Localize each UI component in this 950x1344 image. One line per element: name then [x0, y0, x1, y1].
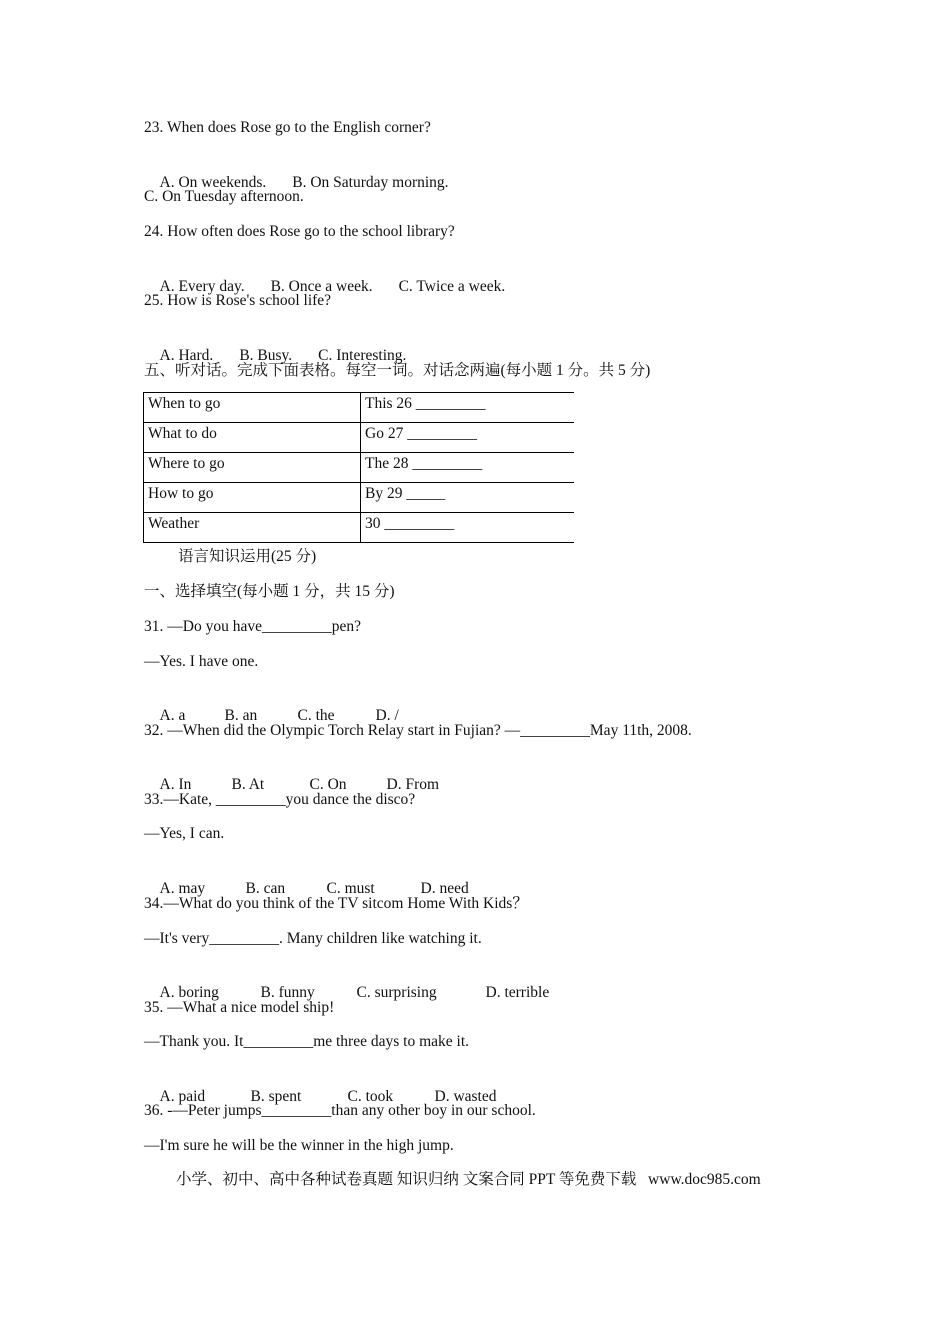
q35-option-a: A. paid [159, 1088, 206, 1105]
q25-option-b: B. Busy. [239, 347, 293, 364]
q33-option-a: A. may [159, 880, 206, 897]
q33-option-d: D. need [420, 880, 469, 897]
table-value: This 26 _________ [361, 393, 575, 423]
q25-option-c: C. Interesting. [318, 347, 407, 364]
q23-option-a: A. On weekends. [159, 174, 267, 191]
q31-option-d: D. / [375, 707, 399, 724]
table-value: Go 27 _________ [361, 423, 575, 453]
q36-reply: —I'm sure he will be the winner in the high jump. [144, 1137, 454, 1154]
q35-option-c: C. took [347, 1088, 394, 1105]
q33-option-b: B. can [245, 880, 286, 897]
q31-option-a: A. a [159, 707, 186, 724]
q32-option-d: D. From [386, 776, 440, 793]
q33-option-c: C. must [326, 880, 375, 897]
q35-reply: —Thank you. It_________me three days to make it. [144, 1033, 470, 1050]
q31-option-c: C. the [297, 707, 335, 724]
q25-option-a: A. Hard. [159, 347, 214, 364]
q35-option-b: B. spent [250, 1088, 302, 1105]
q34-reply: —It's very_________. Many children like watching it. [144, 930, 482, 947]
q32-option-a: A. In [159, 776, 192, 793]
table-label: Where to go [144, 453, 361, 483]
q36-stem: 36. -—Peter jumps_________than any other boy in our school. [144, 1102, 536, 1119]
q33-reply: —Yes, I can. [144, 825, 225, 842]
table-label: How to go [144, 483, 361, 513]
q35-option-d: D. wasted [434, 1088, 497, 1105]
q24-option-c: C. Twice a week. [398, 278, 506, 295]
part-title: 语言知识运用(25 分) [178, 548, 317, 565]
q34-stem: 34.—What do you think of the TV sitcom Home With Kids？ [144, 895, 528, 912]
table-label: What to do [144, 423, 361, 453]
q34-option-c: C. surprising [356, 984, 437, 1001]
table-value: The 28 _________ [361, 453, 575, 483]
q23-option-c: C. On Tuesday afternoon. [144, 188, 304, 205]
q25-stem: 25. How is Rose's school life? [144, 292, 332, 309]
q34-option-a: A. boring [159, 984, 219, 1001]
q23-stem: 23. When does Rose go to the English corner? [144, 119, 431, 136]
footer-ad: 小学、初中、高中各种试卷真题 知识归纳 文案合同 PPT 等免费下载 www.doc985.com [176, 1171, 761, 1188]
section5-title: 五、听对话。完成下面表格。每空一词。对话念两遍(每小题 1 分。共 5 分) [144, 362, 651, 379]
q35-stem: 35. —What a nice model ship! [144, 999, 335, 1016]
table-label: When to go [144, 393, 361, 423]
q24-option-b: B. Once a week. [270, 278, 373, 295]
table-value: 30 _________ [361, 513, 575, 543]
table-row [144, 453, 575, 483]
q32-option-c: C. On [309, 776, 347, 793]
q33-stem: 33.—Kate, _________you dance the disco? [144, 791, 416, 808]
q31-reply: —Yes. I have one. [144, 653, 259, 670]
q31-option-b: B. an [224, 707, 258, 724]
q31-stem: 31. —Do you have_________pen? [144, 618, 361, 635]
table-value: By 29 _____ [361, 483, 575, 513]
q34-option-b: B. funny [260, 984, 315, 1001]
table-label: Weather [144, 513, 361, 543]
table-row [144, 513, 575, 543]
q24-stem: 24. How often does Rose go to the school library? [144, 223, 455, 240]
table-row [144, 393, 575, 423]
q34-option-d: D. terrible [485, 984, 550, 1001]
answer-table [143, 392, 574, 543]
q32-stem: 32. —When did the Olympic Torch Relay start in Fujian? —_________May 11th, 2008. [144, 722, 692, 739]
q23-option-b: B. On Saturday morning. [292, 174, 449, 191]
table-row [144, 483, 575, 513]
q32-option-b: B. At [231, 776, 265, 793]
table-row [144, 423, 575, 453]
q24-option-a: A. Every day. [159, 278, 245, 295]
section1-title: 一、选择填空(每小题 1 分，共 15 分) [144, 583, 395, 600]
